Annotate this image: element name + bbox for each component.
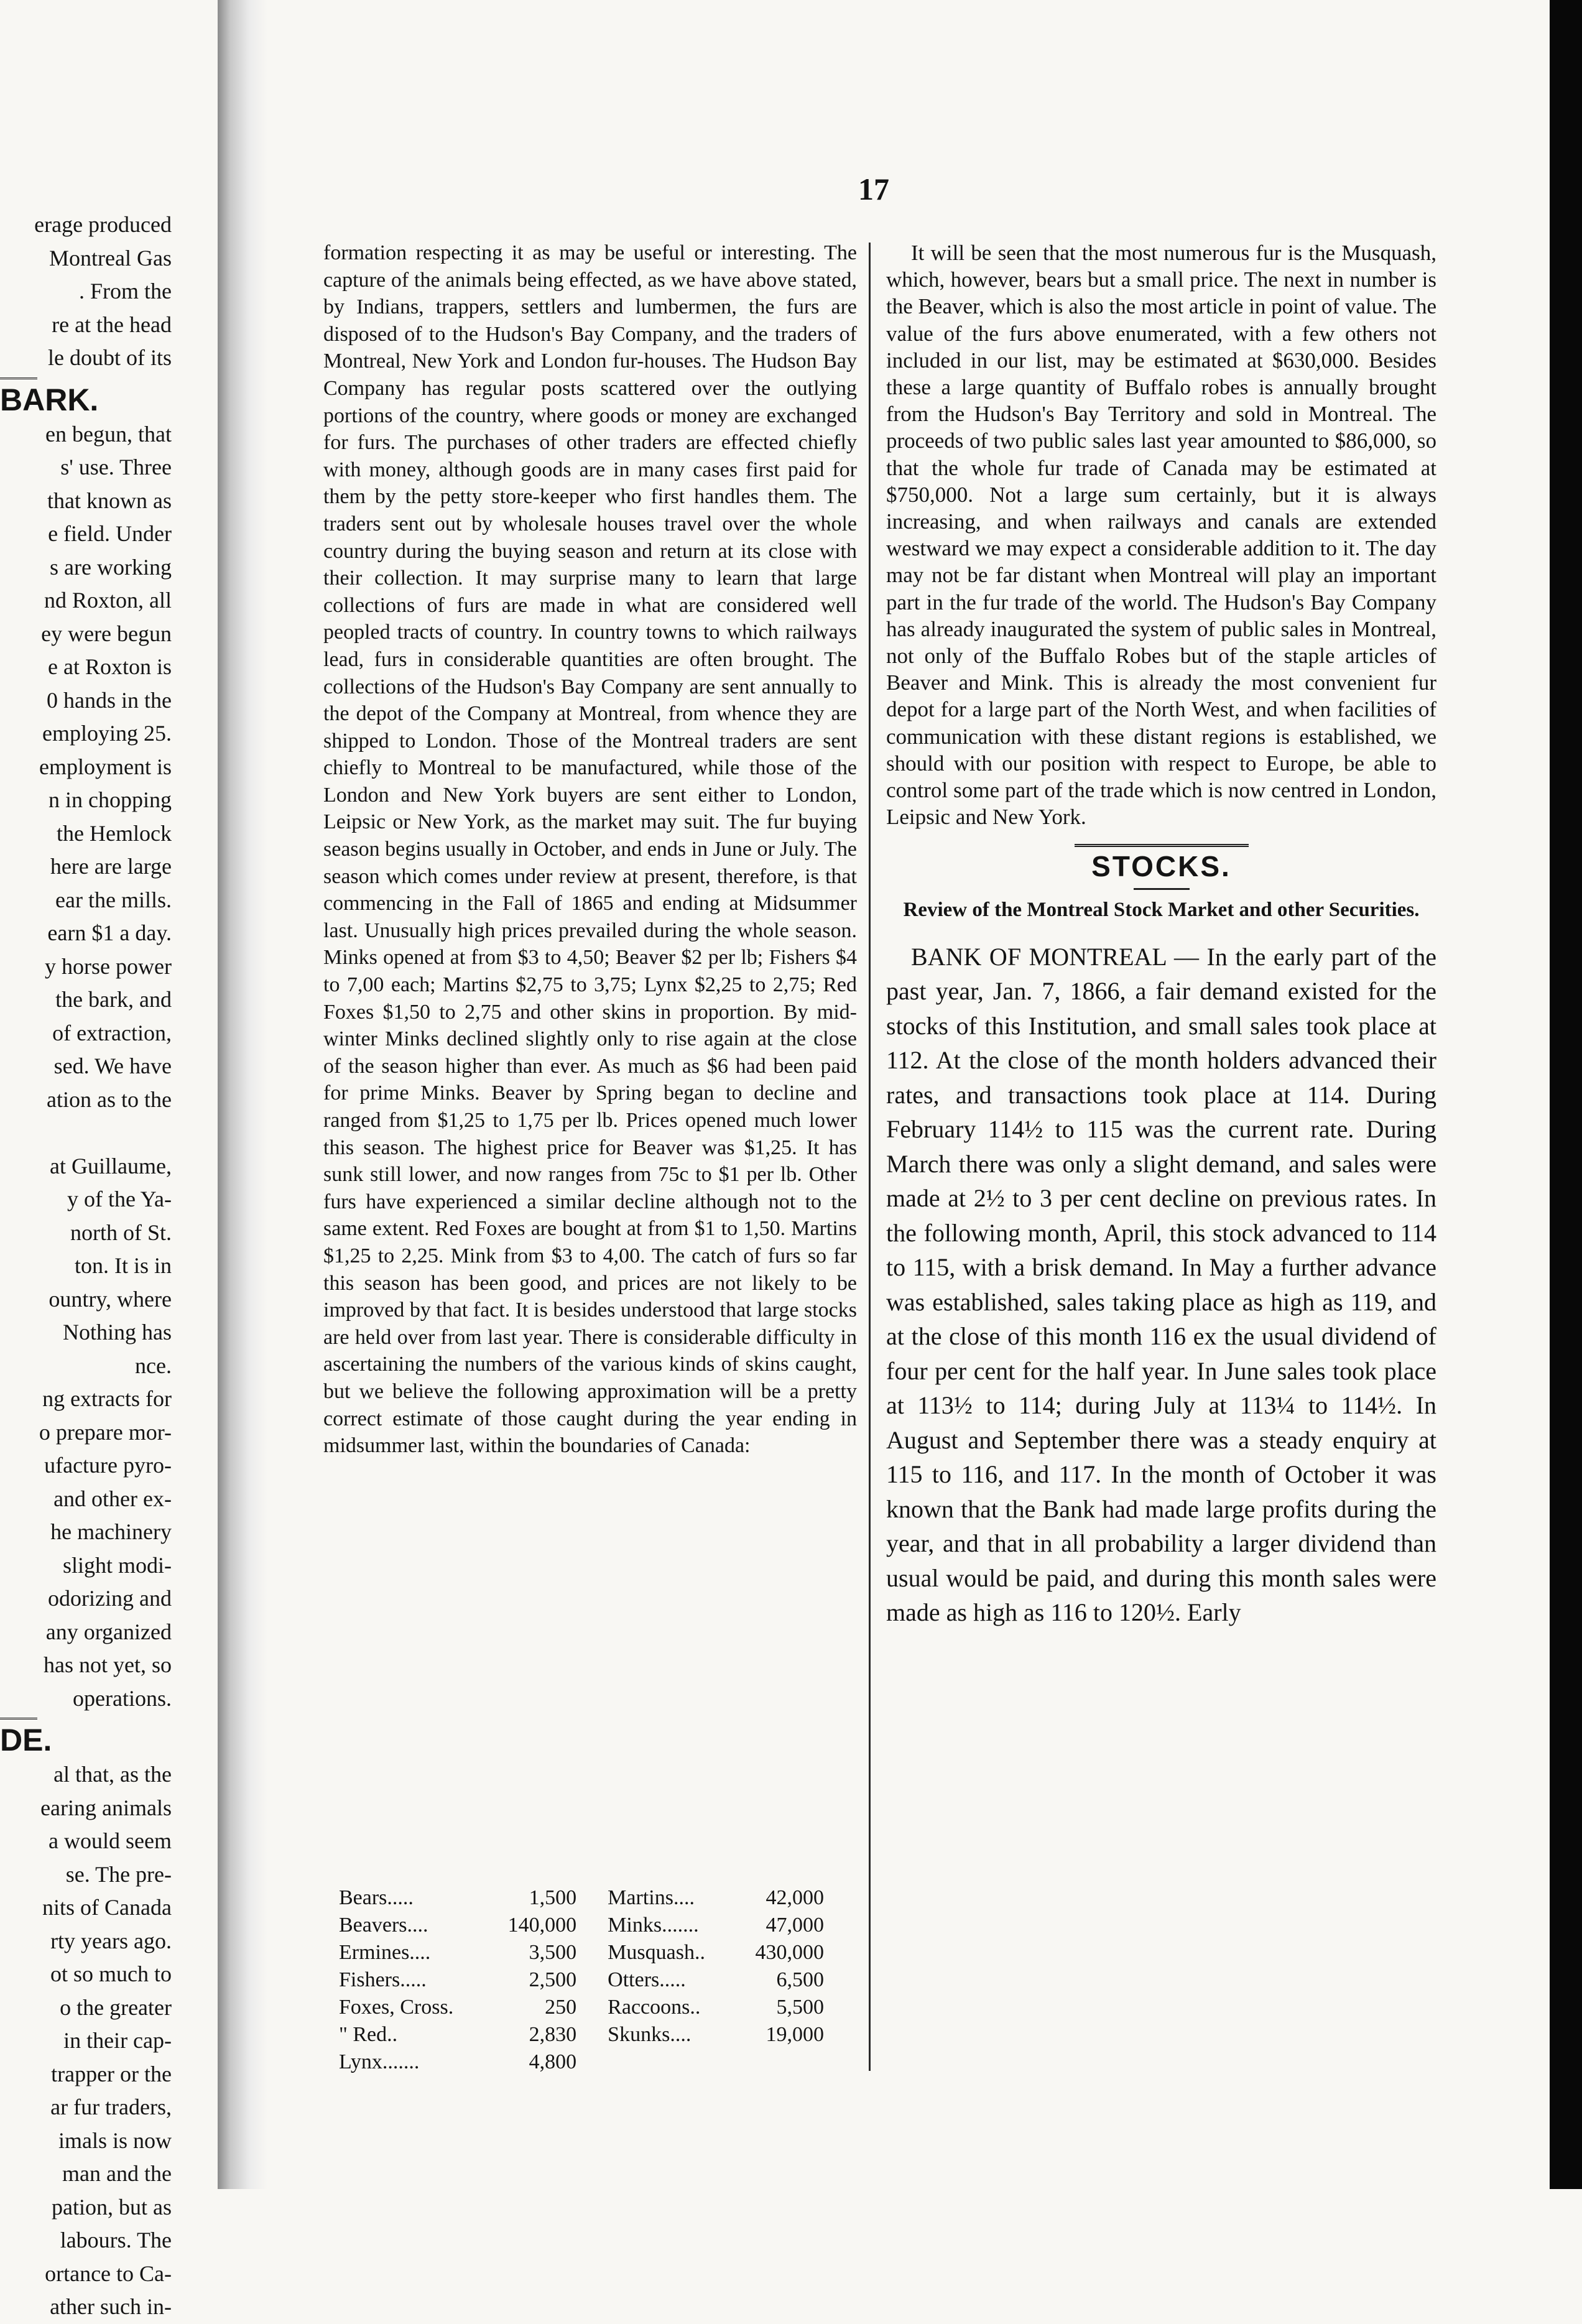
fragment-line: in their cap- [63, 2028, 172, 2053]
fragment-line: re at the head [52, 312, 172, 337]
bank-of-montreal-paragraph: BANK OF MONTREAL — In the early part of the past year, Jan. 7, 1866, a fair demand existed for the stocks of this Institution, and small sales took place at 112. At the close of the month holders advanced their rates, and transactions took place at 114. During February 114½ to 115 was the current rate. During March there was only a slight demand, and sales were made at 2½ to 3 per cent decline on previous rates. In the following month, April, this stock advanced to 114 to 115, with a brisk demand. In May a further advance was established, sales taking place as high as 119, and at the close of this month 116 ex the usual dividend of four per cent for the half year. In June sales took place at 113½ to 114; during July at 113¼ to 114½. In August and September there was a steady enquiry at 115 to 116, and 117. In the month of October it was known that the Bank had made large profits during the year, and that in all probability a larger dividend than usual would be paid, and during this month sales were made as high as 116 to 120½. Early [886, 942, 1436, 1627]
fragment-line: ather such in- [50, 2294, 172, 2319]
fur-count-cell [731, 2049, 849, 2076]
fragment-line: that known as [47, 488, 172, 513]
fragment-line: 0 hands in the [47, 687, 172, 713]
table-row [333, 2049, 849, 2076]
fur-count-cell: 2,830 [529, 2023, 577, 2046]
fragment-line: slight modi- [62, 1552, 172, 1578]
fragment-line: ton. It is in [74, 1253, 172, 1278]
table-row [333, 1966, 849, 1994]
fur-name-cell: Lynx....... [339, 2050, 420, 2073]
fur-name-cell: Foxes, Cross. [339, 1996, 454, 2019]
fragment-line: ar fur traders, [50, 2095, 172, 2119]
fur-name-cell: Fishers..... [339, 1968, 427, 1991]
fur-count-cell: 2,500 [529, 1968, 577, 1991]
fragment-line: employment is [39, 754, 172, 779]
fragment-line: erage produced [34, 212, 172, 237]
fragment-line: n in chopping [49, 787, 172, 812]
fragment-heading: DE. [0, 1723, 52, 1757]
fragment-rule [0, 1718, 37, 1720]
fragment-line: ountry, where [49, 1286, 172, 1312]
fragment-line: earn $1 a day. [47, 920, 172, 945]
fragment-line: ng extracts for [42, 1386, 172, 1411]
fragment-line: e field. Under [48, 521, 172, 546]
fur-name-cell [601, 2049, 731, 2076]
fragment-line: ot so much to [50, 1961, 172, 1986]
fragment-line: the Hemlock [57, 820, 172, 846]
fragment-line: Nothing has [63, 1320, 172, 1345]
table-row [333, 1939, 849, 1966]
left-page-fragment [0, 208, 172, 2324]
fragment-line: sed. We have [53, 1053, 172, 1078]
fragment-line: y horse power [45, 953, 172, 979]
fragment-line: s' use. Three [60, 455, 172, 479]
fragment-line: imals is now [58, 2127, 172, 2153]
fragment-line: o the greater [60, 1994, 172, 2020]
section-separator [1075, 844, 1249, 847]
fragment-line: a would seem [49, 1828, 172, 1853]
fragment-line: le doubt of its [48, 345, 172, 370]
heading-rule [1134, 888, 1190, 890]
fragment-line: and other ex- [53, 1486, 172, 1511]
stocks-body [886, 940, 1436, 1630]
fragment-heading: BARK. [0, 382, 99, 417]
stocks-heading: STOCKS. [1091, 850, 1231, 883]
fragment-line: se. The pre- [65, 1861, 172, 1887]
fragment-line: nd Roxton, all [44, 588, 172, 613]
fragment-line: north of St. [70, 1220, 172, 1245]
fur-name-cell: Bears..... [339, 1886, 414, 1909]
fur-name-cell: Ermines.... [339, 1941, 431, 1964]
fragment-line: Montreal Gas [49, 245, 172, 271]
fragment-line: he machinery [50, 1519, 172, 1544]
fragment-line: s are working [50, 554, 172, 580]
fragment-line: employing 25. [42, 721, 172, 746]
fur-count-cell: 5,500 [776, 1996, 824, 2019]
fur-name-cell: Otters..... [608, 1968, 686, 1991]
fragment-line: rty years ago. [50, 1928, 172, 1953]
page-gutter-shadow [218, 0, 267, 2189]
fur-count-cell: 3,500 [529, 1941, 577, 1964]
fur-count-cell: 19,000 [766, 2023, 824, 2046]
fur-count-cell: 42,000 [766, 1886, 824, 1909]
fragment-line: of extraction, [52, 1020, 172, 1045]
fragment-line [0, 1116, 172, 1150]
fragment-line: ortance to Ca- [45, 2261, 172, 2286]
fragment-line: at Guillaume, [50, 1153, 172, 1178]
fragment-line: ear the mills. [55, 887, 172, 912]
fragment-line: nce. [135, 1353, 172, 1378]
fur-count-cell: 1,500 [529, 1886, 577, 1909]
fragment-line: ey were begun [41, 621, 172, 646]
fur-name-cell: " Red.. [339, 2023, 398, 2046]
scan-edge-border [1550, 0, 1582, 2189]
fur-count-cell: 47,000 [766, 1914, 824, 1937]
fur-count-cell: 250 [545, 1996, 577, 2019]
fragment-line: the bark, and [55, 987, 172, 1012]
fragment-line: ation as to the [47, 1086, 172, 1112]
fragment-line: . From the [79, 279, 172, 303]
fragment-line: o prepare mor- [39, 1419, 172, 1445]
fur-name-cell: Minks....... [608, 1914, 699, 1937]
fragment-line: trapper or the [51, 2061, 172, 2086]
column-divider [869, 243, 871, 2071]
fragment-line: nits of Canada [42, 1895, 172, 1920]
table-row [333, 1884, 849, 1912]
fur-name-cell: Raccoons.. [608, 1996, 701, 2019]
fur-name-cell: Martins.... [608, 1886, 695, 1909]
fragment-line: labours. The [60, 2228, 172, 2252]
fur-count-table [333, 1884, 849, 2076]
table-row [333, 1994, 849, 2021]
fragment-line: ufacture pyro- [44, 1453, 172, 1478]
fur-name-cell: Skunks.... [608, 2023, 692, 2046]
right-column [886, 239, 1436, 1630]
fragment-rule [0, 377, 37, 379]
fragment-line: earing animals [40, 1795, 172, 1820]
fragment-line: en begun, that [45, 421, 172, 447]
fur-count-cell: 6,500 [776, 1968, 824, 1991]
table-row [333, 2021, 849, 2049]
fur-trade-column [323, 239, 857, 1460]
fragment-line: al that, as the [53, 1762, 172, 1787]
fur-count-cell: 430,000 [755, 1941, 824, 1964]
fragment-line: here are large [50, 854, 172, 879]
table-row [333, 1912, 849, 1939]
fragment-line: odorizing and [48, 1586, 172, 1611]
fragment-line: any organized [45, 1619, 172, 1644]
fur-count-cell: 140,000 [507, 1914, 577, 1937]
fur-name-cell: Beavers.... [339, 1914, 428, 1937]
fragment-line: man and the [62, 2161, 172, 2186]
fragment-line: e at Roxton is [48, 654, 172, 679]
fragment-line: operations. [73, 1685, 172, 1711]
fragment-line: has not yet, so [44, 1652, 172, 1677]
fur-trade-paragraph: formation respecting it as may be useful or interesting. The capture of the animals being effected, as we have above stated, by Indians, trappers, settlers and lumbermen, the furs are disposed of to the Hudson's Bay Company, and the traders of Montreal, New York and London fur-houses. The Hudson Bay Company has regular posts scattered over the outlying portions of the country, where goods or money are exchanged for furs. The purchases of other traders are effected chiefly with money, although goods are in many cases first paid for them by the petty store-keeper who first handles them. The traders sent out by wholesale houses travel over the whole country during the buying season and return at its close with their collection. It may surprise many to learn that large collections of furs are made in what are considered well peopled tracts of country. In country towns to which railways lead, furs in considerable quantities are often brought. The collections of the Hudson's Bay Company are sent annually to the depot of the Company at Montreal, from whence they are shipped to London. Those of the Montreal traders are sent chiefly to Montreal to be manufactured, while those of the London and New York buyers are sent either to London, Leipsic or New York, as the market may suit. The fur buying season begins usually in October, and ends in June or July. The season which comes under review at present, therefore, is that commencing in the Fall of 1865 and ending at Midsummer last. Unusually high prices prevailed during the whole season. Minks opened at from $3 to 4,50; Beaver $2 per lb; Fishers $4 to 7,00 each; Martins $2,75 to 3,75; Lynx $2,25 to 2,75; Red Foxes $1,50 to 2,75 and other skins in proportion. By mid-winter Minks declined slightly only to rise again at the close of the season higher than ever. As much as $6 had been paid for prime Minks. Beaver by Spring began to decline and ranged from $1,25 to 1,75 per lb. Prices opened much lower this season. The highest price for Beaver was $1,25. It has sunk still lower, and now ranges from 75c to $1 per lb. Other furs have experienced a similar decline although not to the same extent. Red Foxes are bought at from $1 to 1,50. Martins $1,25 to 2,25. Mink from $3 to 4,00. The catch of furs so far this season has been good, and prices are not likely to be improved by that fact. It is besides understood that large stocks are held over from last year. There is considerable difficulty in ascertaining the numbers of the various kinds of skins caught, but we believe the following approximation will be a pretty correct estimate of those caught during the year ending in midsummer last, within the boundaries of Canada: [323, 241, 857, 1458]
fur-trade-conclusion-paragraph: It will be seen that the most numerous fur is the Musquash, which, however, bears but a small price. The next in number is the Beaver, which is also the most article in point of value. The value of the furs above enumerated, with a few others not included in our list, may be estimated at $630,000. Besides these a large quantity of Buffalo robes is annually brought from the Hudson's Bay Territory and sold in Montreal. The proceeds of two public sales last year amounted to $86,000, so that the whole fur trade of Canada may be estimated at $750,000. Not a large sum certainly, but it is always increasing, and when railways and canals are extended westward we may expect a considerable addition to it. The day may not be far distant when Montreal will play an important part in the fur trade of the world. The Hudson's Bay Company has already inaugurated the system of public sales in Montreal, not only of the Buffalo Robes but of the staple articles of Beaver and Mink. This is already the most convenient fur depot for a large part of the North West, and when facilities of communication with these distant regions is established, we should with our position with respect to Europe, be able to control some part of the trade which is now centred in London, Leipsic and New York. [886, 241, 1436, 830]
stocks-subtitle: Review of the Montreal Stock Market and other Securities. [903, 898, 1420, 921]
fragment-line: y of the Ya- [67, 1187, 172, 1211]
fur-name-cell: Musquash.. [608, 1941, 705, 1964]
page-number: 17 [858, 172, 889, 206]
fur-count-cell: 4,800 [529, 2050, 577, 2073]
fragment-line: pation, but as [52, 2194, 172, 2220]
